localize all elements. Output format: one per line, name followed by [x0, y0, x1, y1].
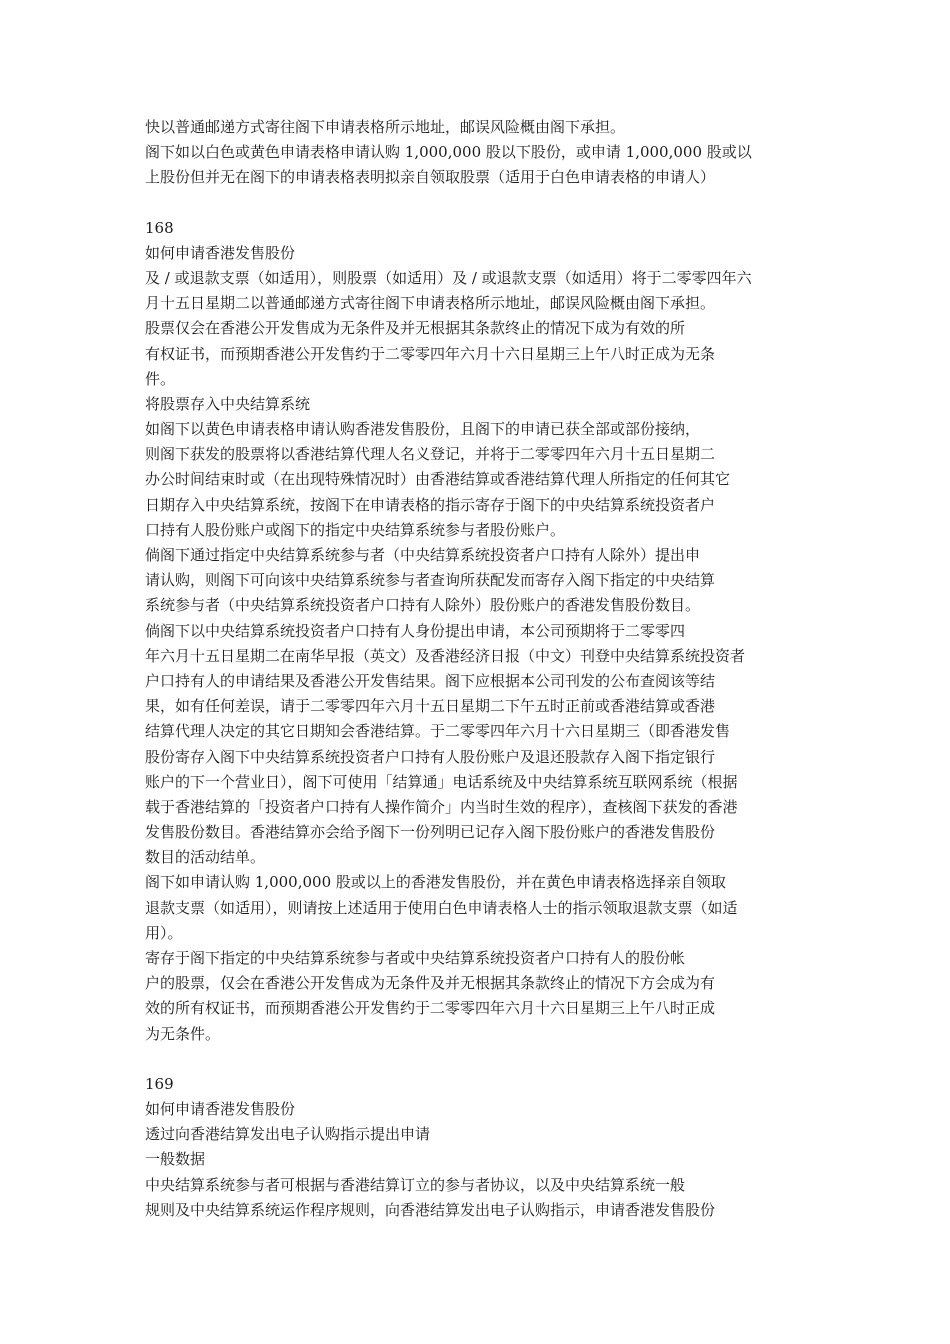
text-line: 结算代理人决定的其它日期知会香港结算。于二零零四年六月十六日星期三（即香港发售	[145, 722, 731, 741]
subsection-heading: 透过向香港结算发出电子认购指示提出申请	[145, 1125, 431, 1144]
text-line: 阁下如以白色或黄色申请表格申请认购 1,000,000 股以下股份，或申请 1,000,000 股或以	[145, 143, 752, 162]
text-line: 快以普通邮递方式寄往阁下申请表格所示地址，邮误风险概由阁下承担。	[145, 118, 626, 136]
text-line: 倘阁下以中央结算系统投资者户口持有人身份提出申请，本公司预期将于二零零四	[145, 621, 686, 640]
paragraph-gap	[145, 191, 815, 216]
text-block-2	[145, 216, 815, 1047]
text-line: 年六月十五日星期二在南华早报（英文）及香港经济日报（中文）刊登中央结算系统投资者	[145, 646, 746, 665]
text-line: 账户的下一个营业日），阁下可使用「结算通」电话系统及中央结算系统互联网系统（根据	[145, 772, 738, 791]
text-line: 股份寄存入阁下中央结算系统投资者户口持有人股份账户及退还股款存入阁下指定银行	[145, 747, 716, 766]
text-line: 日期存入中央结算系统，按阁下在申请表格的指示寄存于阁下的中央结算系统投资者户	[145, 495, 716, 514]
text-line: 发售股份数目。香港结算亦会给予阁下一份列明已记存入阁下股份账户的香港发售股份	[145, 823, 716, 842]
subsection-heading: 一般数据	[145, 1150, 206, 1169]
text-line: 果，如有任何差误，请于二零零四年六月十五日星期二下午五时正前或香港结算或香港	[145, 697, 716, 716]
text-line: 载于香港结算的「投资者户口持有人操作简介」内当时生效的程序），查核阁下获发的香港	[145, 797, 738, 816]
text-line: 如阁下以黄色申请表格申请认购香港发售股份，且阁下的申请已获全部或部份接纳，	[145, 420, 701, 439]
text-line: 用）。	[145, 923, 183, 942]
subsection-heading: 将股票存入中央结算系统	[145, 394, 311, 413]
text-line: 阁下如申请认购 1,000,000 股或以上的香港发售股份，并在黄色申请表格选择亲自领取	[145, 873, 726, 892]
text-line: 及 / 或退款支票（如适用），则股票（如适用）及 / 或退款支票（如适用）将于二零零四年六	[145, 268, 752, 287]
text-line: 为无条件。	[145, 1024, 221, 1043]
text-line: 月十五日星期二以普通邮递方式寄往阁下申请表格所示地址，邮误风险概由阁下承担。	[145, 294, 716, 313]
text-line: 有权证书，而预期香港公开发售约于二零零四年六月十六日星期三上午八时正成为无条	[145, 344, 716, 363]
text-line: 则阁下获发的股票将以香港结算代理人名义登记，并将于二零零四年六月十五日星期二	[145, 445, 716, 464]
paragraph-gap	[145, 1047, 815, 1072]
page-number: 169	[145, 1074, 174, 1093]
text-line: 股票仅会在香港公开发售成为无条件及并无根据其条款终止的情况下成为有效的所	[145, 319, 686, 338]
document-page	[145, 115, 815, 1223]
text-block-1	[145, 115, 815, 191]
text-line: 口持有人股份账户或阁下的指定中央结算系统参与者股份账户。	[145, 520, 566, 539]
text-line: 中央结算系统参与者可根据与香港结算订立的参与者协议，以及中央结算系统一般	[145, 1175, 686, 1194]
section-heading: 如何申请香港发售股份	[145, 1099, 296, 1118]
text-line: 寄存于阁下指定的中央结算系统参与者或中央结算系统投资者户口持有人的股份帐	[145, 949, 686, 967]
text-block-3	[145, 1072, 815, 1223]
text-line: 系统参与者（中央结算系统投资者户口持有人除外）股份账户的香港发售股份数目。	[145, 596, 701, 615]
text-line: 效的所有权证书，而预期香港公开发售约于二零零四年六月十六日星期三上午八时正成	[145, 999, 716, 1018]
text-line: 上股份但并无在阁下的申请表格表明拟亲自领取股票（适用于白色申请表格的申请人）	[145, 168, 716, 187]
page-number: 168	[145, 218, 174, 237]
text-line: 件。	[145, 369, 176, 388]
text-line: 请认购，则阁下可向该中央结算系统参与者查询所获配发而寄存入阁下指定的中央结算	[145, 571, 716, 590]
text-line: 规则及中央结算系统运作程序规则，向香港结算发出电子认购指示，申请香港发售股份	[145, 1200, 716, 1219]
text-line: 倘阁下通过指定中央结算系统参与者（中央结算系统投资者户口持有人除外）提出申	[145, 546, 701, 564]
text-line: 退款支票（如适用），则请按上述适用于使用白色申请表格人士的指示领取退款支票（如适	[145, 898, 738, 917]
text-line: 数目的活动结单。	[145, 848, 266, 867]
section-heading: 如何申请香港发售股份	[145, 243, 296, 262]
text-line: 户口持有人的申请结果及香港公开发售结果。阁下应根据本公司刊发的公布查阅该等结	[145, 671, 716, 690]
text-line: 办公时间结束时或（在出现特殊情况时）由香港结算或香港结算代理人所指定的任何其它	[145, 470, 731, 489]
text-line: 户的股票，仅会在香港公开发售成为无条件及并无根据其条款终止的情况下方会成为有	[145, 974, 716, 993]
